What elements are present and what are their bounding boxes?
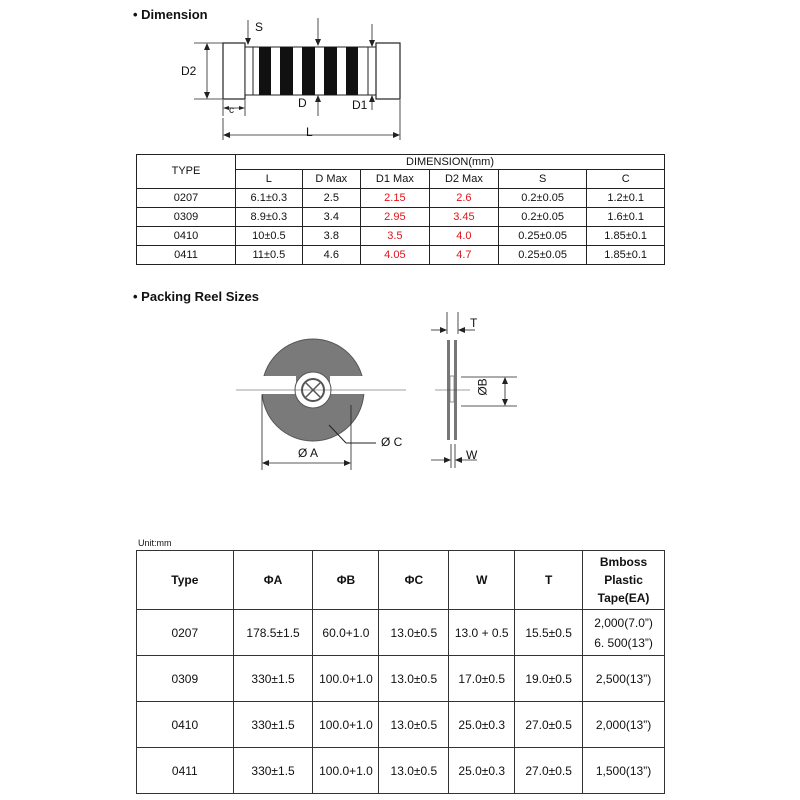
tape-value: 1,500(13”) (583, 748, 665, 794)
label-d2: D2 (181, 64, 197, 78)
tape-value: 6. 500(13”) (594, 635, 653, 650)
cell: 13.0±0.5 (379, 702, 449, 748)
cell: 0410 (137, 702, 234, 748)
label-t: T (470, 316, 478, 330)
tape-value: 2,000(7.0”) (594, 615, 653, 630)
label-w: W (466, 448, 478, 462)
label-s: S (255, 20, 264, 34)
col-header: L (236, 170, 303, 189)
cell: 25.0±0.3 (449, 702, 515, 748)
cell: 0.2±0.05 (498, 189, 586, 208)
cell: 0207 (137, 610, 234, 656)
cell: 13.0 + 0.5 (449, 610, 515, 656)
type-cell: 0207 (137, 189, 236, 208)
cell: 100.0+1.0 (313, 702, 379, 748)
cell: 4.05 (360, 246, 429, 265)
cell: 13.0±0.5 (379, 656, 449, 702)
cell: 330±1.5 (233, 656, 313, 702)
tape-header-line: Bmboss (599, 555, 648, 569)
cell: 0.25±0.05 (498, 227, 586, 246)
cell: 3.45 (429, 208, 498, 227)
label-phi-b: ØB (475, 378, 490, 396)
cell: 1.85±0.1 (587, 227, 665, 246)
table-row (137, 246, 665, 265)
cell: 4.0 (429, 227, 498, 246)
cell: 15.5±0.5 (515, 610, 583, 656)
cell: 2.95 (360, 208, 429, 227)
cell: 0.25±0.05 (498, 246, 586, 265)
cell: 100.0+1.0 (313, 748, 379, 794)
col-header: W (449, 551, 515, 610)
col-header: Type (137, 551, 234, 610)
type-cell: 0410 (137, 227, 236, 246)
cell: 10±0.5 (236, 227, 303, 246)
label-c: c (229, 105, 234, 116)
type-header: TYPE (137, 155, 236, 189)
resistor-diagram (170, 18, 430, 146)
dimension-table (136, 154, 665, 265)
unit-label: Unit:mm (138, 538, 172, 548)
type-cell: 0309 (137, 208, 236, 227)
col-header: S (498, 170, 586, 189)
col-header: D1 Max (360, 170, 429, 189)
cell: 11±0.5 (236, 246, 303, 265)
cell: 2.15 (360, 189, 429, 208)
cell: 4.7 (429, 246, 498, 265)
cell: 8.9±0.3 (236, 208, 303, 227)
reel-front-diagram (236, 335, 406, 475)
col-header: ΦC (379, 551, 449, 610)
label-phi-c: Ø C (381, 435, 403, 449)
dimension-title: • Dimension (133, 7, 208, 22)
tape-header (583, 551, 665, 610)
table-row (137, 656, 665, 702)
type-cell: 0411 (137, 246, 236, 265)
cell: 17.0±0.5 (449, 656, 515, 702)
table-row (137, 208, 665, 227)
cell: 0.2±0.05 (498, 208, 586, 227)
cell: 178.5±1.5 (233, 610, 313, 656)
cell: 25.0±0.3 (449, 748, 515, 794)
cell: 1.6±0.1 (587, 208, 665, 227)
col-header: D Max (302, 170, 360, 189)
table-row (137, 748, 665, 794)
col-header: T (515, 551, 583, 610)
cell: 4.6 (302, 246, 360, 265)
cell: 2.6 (429, 189, 498, 208)
cell: 0411 (137, 748, 234, 794)
col-header: C (587, 170, 665, 189)
cell: 1.85±0.1 (587, 246, 665, 265)
cell: 0309 (137, 656, 234, 702)
cell: 100.0+1.0 (313, 656, 379, 702)
cell: 3.4 (302, 208, 360, 227)
col-header: ΦA (233, 551, 313, 610)
cell: 3.5 (360, 227, 429, 246)
label-phi-a: Ø A (298, 446, 319, 460)
cell: 27.0±0.5 (515, 748, 583, 794)
reel-table-header (137, 551, 665, 610)
cell: 13.0±0.5 (379, 610, 449, 656)
cell: 6.1±0.3 (236, 189, 303, 208)
cell: 1.2±0.1 (587, 189, 665, 208)
label-l: L (306, 125, 313, 139)
cell: 60.0+1.0 (313, 610, 379, 656)
reel-table (136, 550, 665, 794)
cell: 3.8 (302, 227, 360, 246)
cell: 2.5 (302, 189, 360, 208)
label-d1: D1 (352, 98, 368, 112)
cell: 13.0±0.5 (379, 748, 449, 794)
label-d: D (298, 96, 307, 110)
cell: 330±1.5 (233, 702, 313, 748)
tape-value: 2,500(13”) (583, 656, 665, 702)
tape-header-line: Tape(EA) (597, 591, 650, 605)
table-row (137, 227, 665, 246)
table-row (137, 610, 665, 656)
packing-title: • Packing Reel Sizes (133, 289, 259, 304)
col-header: ΦB (313, 551, 379, 610)
dimension-group-header: DIMENSION(mm) (236, 155, 665, 170)
col-header: D2 Max (429, 170, 498, 189)
table-row (137, 702, 665, 748)
tape-cell (583, 610, 665, 656)
table-row (137, 189, 665, 208)
tape-value: 2,000(13”) (583, 702, 665, 748)
cell: 330±1.5 (233, 748, 313, 794)
cell: 19.0±0.5 (515, 656, 583, 702)
tape-header-line: Plastic (604, 573, 643, 587)
cell: 27.0±0.5 (515, 702, 583, 748)
